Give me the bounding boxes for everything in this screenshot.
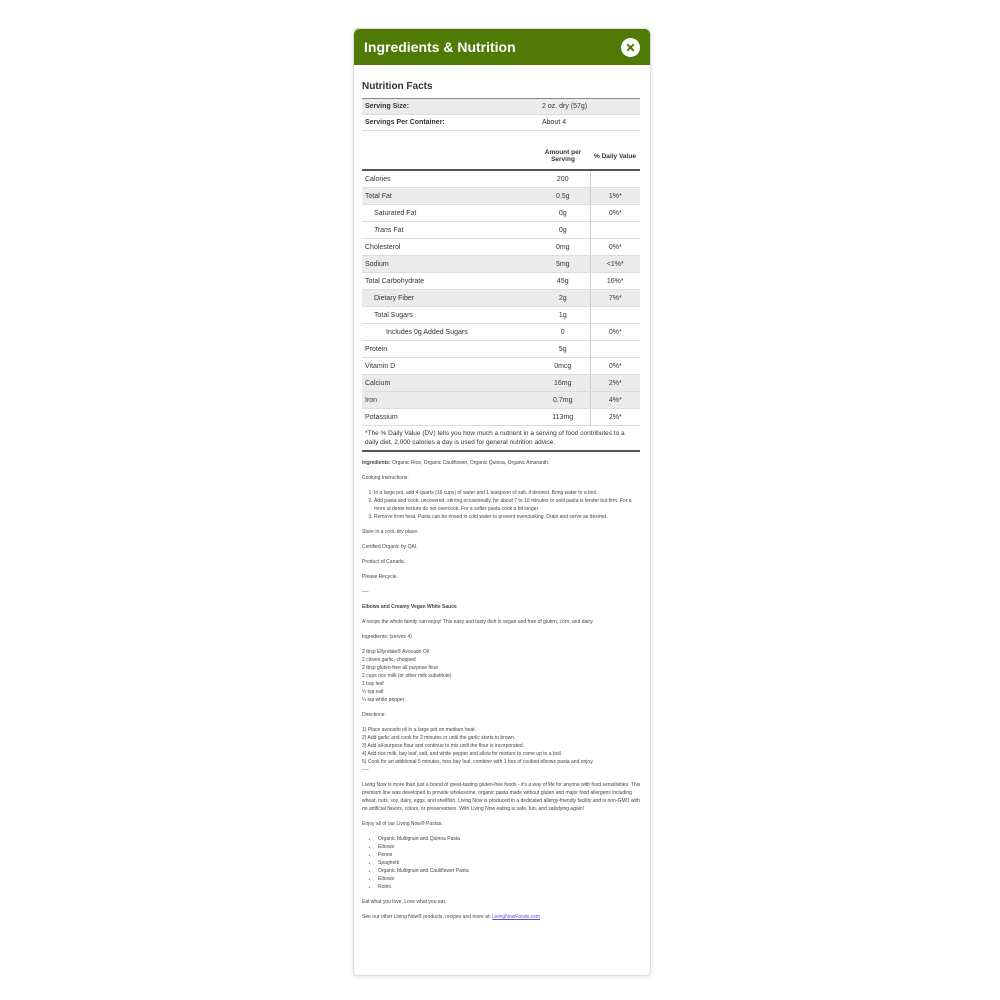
divider-dashes: ---- <box>362 589 369 595</box>
nutrient-amount: 113mg <box>536 409 590 426</box>
serving-size-label: Serving Size: <box>362 99 539 115</box>
list-item: • Spaghetti <box>378 859 642 867</box>
nutrient-daily-value: 7%* <box>590 290 640 307</box>
nutrition-facts-title: Nutrition Facts <box>362 81 433 92</box>
serving-size-value: 2 oz. dry (57g) <box>539 99 640 115</box>
nutrient-row <box>362 273 640 290</box>
recycle-text: Please Recycle. <box>362 574 398 580</box>
storage-text: Store in a cool, dry place. <box>362 529 419 535</box>
ingredients-label: Ingredients: <box>362 460 391 466</box>
nutrient-daily-value <box>590 341 640 358</box>
see-more-text <box>362 913 642 921</box>
nutrient-row <box>362 290 640 307</box>
pasta-list <box>362 835 642 891</box>
direction-step: 1) Place avocado oil in a large pot on medium heat. <box>362 727 476 733</box>
list-item: • Organic Multigrain and Quinoa Pasta <box>378 835 642 843</box>
amount-column-header: Amount per Serving <box>536 143 590 170</box>
nutrient-daily-value: 2%* <box>590 375 640 392</box>
nutrient-daily-value: 0%* <box>590 239 640 256</box>
nutrient-name: Total Carbohydrate <box>362 273 536 290</box>
nutrient-amount: 0 <box>536 324 590 341</box>
recipe-ingredient: 1 bay leaf <box>362 681 384 687</box>
nutrient-row <box>362 358 640 375</box>
servings-per-container-value: About 4 <box>539 115 640 131</box>
recipe-intro: A recipe the whole family can enjoy! This easy and tasty dish is vegan and free of gluten, corn, and dairy. <box>362 619 594 625</box>
see-more-label: See our other Living Now® products, recipes and more at: <box>362 914 493 920</box>
list-item: • Elbows <box>378 875 642 883</box>
cooking-steps-list <box>362 489 642 521</box>
direction-step: 2) Add garlic and cook for 2 minutes or until the garlic starts to brown. <box>362 735 516 741</box>
nutrient-daily-value: 0%* <box>590 205 640 222</box>
nutrient-name: Vitamin D <box>362 358 536 375</box>
direction-step: 3) Add all-purpose flour and continue to mix until the flour is incorporated. <box>362 743 525 749</box>
serving-table <box>362 98 640 131</box>
nutrient-name: Protein <box>362 341 536 358</box>
serving-size-row <box>362 99 640 115</box>
nutrient-name: Total Sugars <box>362 307 536 324</box>
living-now-foods-link[interactable]: LivingNowFoods.com <box>492 914 540 920</box>
certified-text: Certified Organic by QAI. <box>362 544 418 550</box>
nutrient-row <box>362 222 640 239</box>
list-item: • Elbows <box>378 843 642 851</box>
product-origin-text: Product of Canada. <box>362 559 406 565</box>
nutrient-amount: 5mg <box>536 256 590 273</box>
nutrient-amount: 0mg <box>536 239 590 256</box>
nutrient-row <box>362 307 640 324</box>
nutrient-daily-value: 1%* <box>590 188 640 205</box>
product-details <box>362 459 642 921</box>
recipe-title-text: Elbows and Creamy Vegan White Sauce <box>362 604 457 610</box>
nutrient-amount: 45g <box>536 273 590 290</box>
nutrient-daily-value: 0%* <box>590 358 640 375</box>
about-paragraph: Living Now is more than just a brand of great-tasting gluten-free foods - it's a way of life for anyone with food sensitivities. This premium line was developed to provide wholesome, organic pasta made without gluten and major food allergens including wheat, nuts, soy, dairy, eggs, and shellfish. Living Now is produced in a dedicated allergy-friendly facility and is non-GMO with no artificial flavors, colors, or preservatives. With Living Now eating is safe, fun, and satisfying again! <box>362 782 641 812</box>
list-item: 1. In a large pot, add 4 quarts (16 cups) of water and 1 teaspoon of salt, if desired. Bring water to a boil. <box>374 489 642 497</box>
nutrient-amount: 1g <box>536 307 590 324</box>
recipe-ingredients-title: Ingredients: (serves 4) <box>362 634 412 640</box>
nutrient-table <box>362 143 640 426</box>
servings-per-container-row <box>362 115 640 131</box>
nutrient-amount: 0mcg <box>536 358 590 375</box>
nutrient-column-header <box>362 143 536 170</box>
modal-header <box>354 29 650 65</box>
nutrient-amount: 0.5g <box>536 188 590 205</box>
nutrient-daily-value: 4%* <box>590 392 640 409</box>
nutrient-name: Iron <box>362 392 536 409</box>
nutrient-row <box>362 205 640 222</box>
recipe-ingredient: ¼ tsp white pepper <box>362 697 405 703</box>
nutrient-amount: 200 <box>536 170 590 188</box>
nutrient-name: Cholesterol <box>362 239 536 256</box>
recipe-ingredient: 2 tbsp Ellyndale® Avocado Oil <box>362 649 429 655</box>
nutrient-name: Calcium <box>362 375 536 392</box>
list-item: 2. Add pasta and cook, uncovered, stirring occasionally, for about 7 to 10 minutes or until pasta is tender but firm. For a more al dente texture do not overcook. For a softer pasta cook a bit longer. <box>374 497 642 513</box>
modal-content <box>354 65 650 921</box>
daily-value-column-header: % Daily Value <box>590 143 640 170</box>
nutrient-name: Total Fat <box>362 188 536 205</box>
direction-step: 4) Add rice milk, bay leaf, salt, and white pepper and allow for mixture to come up to a boil. <box>362 751 563 757</box>
nutrient-daily-value <box>590 170 640 188</box>
nutrient-name: Calories <box>362 170 536 188</box>
daily-value-footnote: *The % Daily Value (DV) tells you how much a nutrient in a serving of food contributes to a daily diet. 2,000 calories a day is used for general nutrition advice. <box>362 426 640 452</box>
nutrient-row <box>362 324 640 341</box>
recipe-ingredient: 2 cloves garlic, chopped <box>362 657 416 663</box>
nutrient-name: Potassium <box>362 409 536 426</box>
nutrient-amount: 2g <box>536 290 590 307</box>
nutrient-row <box>362 341 640 358</box>
tagline: Eat what you love. Love what you eat. <box>362 899 447 905</box>
ingredients-text: Organic Rice, Organic Cauliflower, Organic Quinoa, Organic Amaranth. <box>390 460 550 466</box>
recipe-title <box>362 603 642 611</box>
recipe-ingredient: 2 cups rice milk (or other milk substitute) <box>362 673 452 679</box>
close-icon <box>626 43 635 52</box>
divider-dashes: ---- <box>362 767 369 773</box>
close-button[interactable] <box>621 38 640 57</box>
enjoy-pastas-text: Enjoy all of our Living Now® Pastas: <box>362 821 443 827</box>
nutrient-daily-value: 16%* <box>590 273 640 290</box>
nutrient-daily-value: 0%* <box>590 324 640 341</box>
nutrient-row <box>362 170 640 188</box>
nutrient-name: Sodium <box>362 256 536 273</box>
servings-per-container-label: Servings Per Container: <box>362 115 539 131</box>
nutrient-daily-value <box>590 307 640 324</box>
cooking-instructions-title: Cooking Instructions: <box>362 475 409 481</box>
modal-title: Ingredients & Nutrition <box>364 39 516 55</box>
direction-step: 5) Cook for an additional 5 minutes, toss bay leaf, combine with 1 box of cooked elbows pasta and enjoy. <box>362 759 594 765</box>
nutrient-name: Saturated Fat <box>362 205 536 222</box>
nutrient-amount: 0.7mg <box>536 392 590 409</box>
nutrient-name: Dietary Fiber <box>362 290 536 307</box>
nutrient-row <box>362 392 640 409</box>
nutrient-daily-value <box>590 222 640 239</box>
nutrient-name: Includes 0g Added Sugars <box>362 324 536 341</box>
nutrient-name-italic: Trans <box>374 226 392 234</box>
nutrient-amount: 0g <box>536 205 590 222</box>
list-item: • Organic Multigrain and Cauliflower Pasta <box>378 867 642 875</box>
nutrient-amount: 16mg <box>536 375 590 392</box>
nutrient-row <box>362 256 640 273</box>
nutrient-name <box>362 222 536 239</box>
directions-title: Directions: <box>362 712 386 718</box>
list-item: • Rotini <box>378 883 642 891</box>
nutrient-row <box>362 409 640 426</box>
nutrient-daily-value: <1%* <box>590 256 640 273</box>
nutrient-amount: 0g <box>536 222 590 239</box>
recipe-ingredient: 2 tbsp gluten-free all-purpose flour <box>362 665 439 671</box>
ingredients-nutrition-modal <box>353 28 651 976</box>
nutrient-amount: 5g <box>536 341 590 358</box>
list-item: 3. Remove from heat. Pasta can be rinsed in cold water to prevent overcooking. Drain and serve as desired. <box>374 513 642 521</box>
nutrient-name-rest: Fat <box>391 226 404 234</box>
list-item: • Penne <box>378 851 642 859</box>
nutrient-row <box>362 188 640 205</box>
nutrient-daily-value: 2%* <box>590 409 640 426</box>
nutrient-row <box>362 239 640 256</box>
recipe-ingredient: ½ tsp salt <box>362 689 384 695</box>
ingredients-paragraph <box>362 459 642 467</box>
nutrient-row <box>362 375 640 392</box>
